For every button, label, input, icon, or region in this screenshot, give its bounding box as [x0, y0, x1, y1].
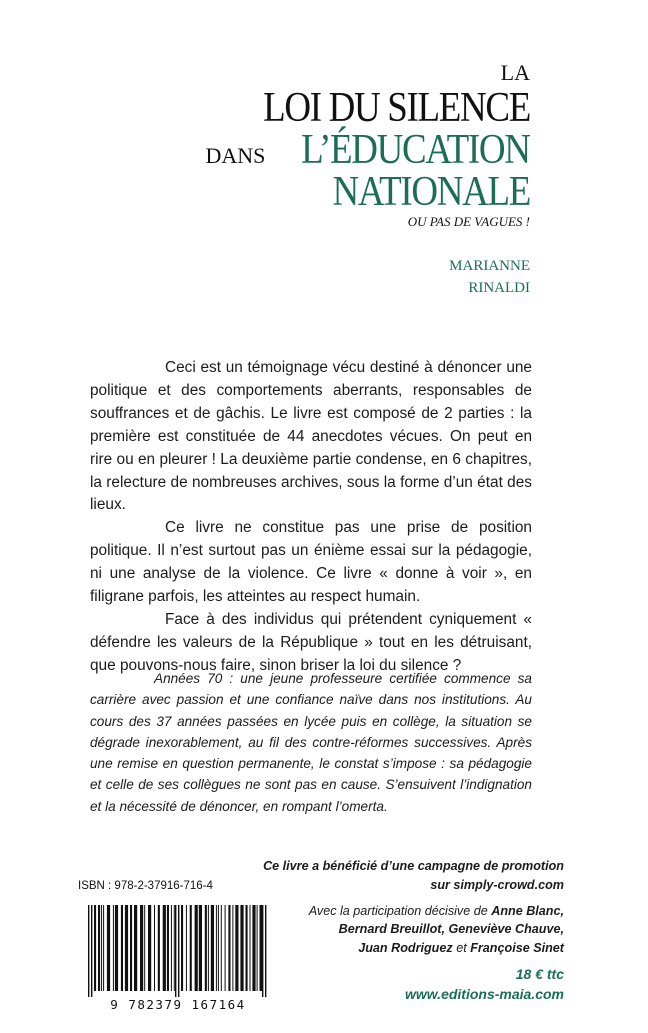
barcode-bar	[252, 905, 255, 991]
barcode-bar	[181, 905, 183, 991]
publisher-website: www.editions-maia.com	[405, 986, 564, 1002]
author-first-name: MARIANNE	[449, 258, 530, 274]
author-name	[449, 256, 530, 300]
barcode-bar	[171, 905, 172, 991]
barcode	[86, 905, 270, 1010]
barcode-bar	[94, 905, 96, 991]
title-line-la: LA	[500, 60, 530, 85]
barcode-bar	[167, 905, 169, 991]
barcode-bar	[178, 905, 179, 997]
promotion-line-1: Ce livre a bénéficié d’une campagne de promotion	[263, 859, 564, 873]
barcode-bar	[216, 905, 217, 991]
barcode-bar	[221, 905, 222, 991]
barcode-bar	[88, 905, 89, 997]
barcode-digits: 9 782379 167164	[110, 997, 246, 1012]
barcode-bar	[140, 905, 143, 991]
barcode-bar	[228, 905, 230, 991]
summary-paragraph: Années 70 : une jeune professeure certifiée commence sa carrière avec passion et une confiance naïve dans nos institutions. Au cours des 37 années passées en lycée puis en collège, la situation se dégrade inexorablement, au fil des contre-réformes successives. Après une remise en question permanente, le constat s’impose : sa pédagogie et celle de ses collègues ne sont pas en cause. S’ensuivent l’indignation et la nécessité de dénoncer, en rompant l’omerta.	[90, 671, 532, 814]
barcode-bar	[190, 905, 192, 991]
barcode-bar	[115, 905, 118, 991]
barcode-bar	[246, 905, 248, 991]
barcode-bar	[148, 905, 151, 991]
barcode-bar	[240, 905, 243, 991]
book-price: 18 € ttc	[515, 966, 564, 982]
barcode-bar	[158, 905, 160, 991]
title-line-education	[90, 129, 530, 171]
barcode-bar	[186, 905, 187, 991]
barcode-bar	[218, 905, 219, 991]
blurb-paragraph-2: Ce livre ne constitue pas une prise de position politique. Il n’est surtout pas un énième essai sur la pédagogie, ni une analyse de la violence. Ce livre « donne à voir », en filigrane parfois, les atteintes au respect humain.	[90, 519, 532, 606]
book-subtitle: OU PAS DE VAGUES !	[407, 214, 530, 229]
barcode-bar	[262, 905, 263, 997]
participation-credits	[244, 902, 564, 957]
blurb-paragraph-3: Face à des individus qui prétendent cyniquement « défendre les valeurs de la République » tout en les détruisant, que pouvons-nous faire, sinon briser la loi du silence ?	[90, 610, 532, 674]
isbn-number: ISBN : 978-2-37916-716-4	[78, 880, 213, 892]
barcode-bar	[211, 905, 214, 991]
barcode-bar	[257, 905, 258, 991]
participant-3: Juan Rodriguez	[358, 940, 453, 955]
barcode-bar	[208, 905, 209, 991]
barcode-bars	[86, 905, 270, 997]
author-last-name: RINALDI	[468, 279, 530, 296]
barcode-bar	[232, 905, 233, 991]
barcode-bar	[103, 905, 104, 991]
barcode-bar	[91, 905, 92, 997]
barcode-bar	[130, 905, 132, 991]
participation-intro: Avec la participation décisive de	[308, 904, 488, 918]
participant-4: Françoise Sinet	[470, 940, 564, 955]
barcode-bar	[101, 905, 102, 991]
promotion-note	[244, 857, 564, 895]
barcode-bar	[205, 905, 207, 991]
title-line-nationale: NATIONALE	[332, 169, 530, 215]
title-word-dans: DANS	[205, 143, 266, 168]
barcode-bar	[107, 905, 110, 991]
barcode-bar	[113, 905, 114, 991]
barcode-bar	[265, 905, 266, 997]
blurb-summary	[90, 668, 532, 817]
barcode-bar	[235, 905, 238, 991]
title-word-education: L’ÉDUCATION	[301, 127, 530, 173]
participation-connector: et	[456, 940, 467, 955]
participant-2: Bernard Breuillot, Geneviève Chauve,	[338, 922, 564, 937]
barcode-bar	[175, 905, 176, 997]
barcode-bar	[144, 905, 145, 991]
barcode-bar	[195, 905, 198, 991]
promotion-line-2: sur simply-crowd.com	[430, 878, 564, 892]
barcode-bar	[199, 905, 202, 991]
barcode-bar	[125, 905, 128, 991]
barcode-bar	[174, 905, 175, 991]
barcode-bar	[154, 905, 155, 991]
blurb-main	[90, 357, 532, 678]
barcode-bar	[225, 905, 226, 991]
barcode-bar	[134, 905, 137, 991]
barcode-bar	[98, 905, 100, 991]
barcode-bar	[250, 905, 251, 991]
blurb-paragraph-1: Ceci est un témoignage vécu destiné à dénoncer une politique et des comportements aberrants, responsables de souffrances et de gâchis. Le livre est composé de 2 parties : la première est constituée de 44 anecdotes vécues. On peut en rire ou en pleurer ! La deuxième partie condense, en 6 chapitres, la relecture de nombreuses archives, sous la forme d’un état des lieux.	[90, 359, 532, 514]
participant-1: Anne Blanc,	[491, 904, 564, 918]
barcode-bar	[163, 905, 166, 991]
book-title	[90, 62, 530, 213]
barcode-bar	[121, 905, 123, 991]
title-line-loi-du-silence: LOI DU SILENCE	[263, 85, 530, 131]
